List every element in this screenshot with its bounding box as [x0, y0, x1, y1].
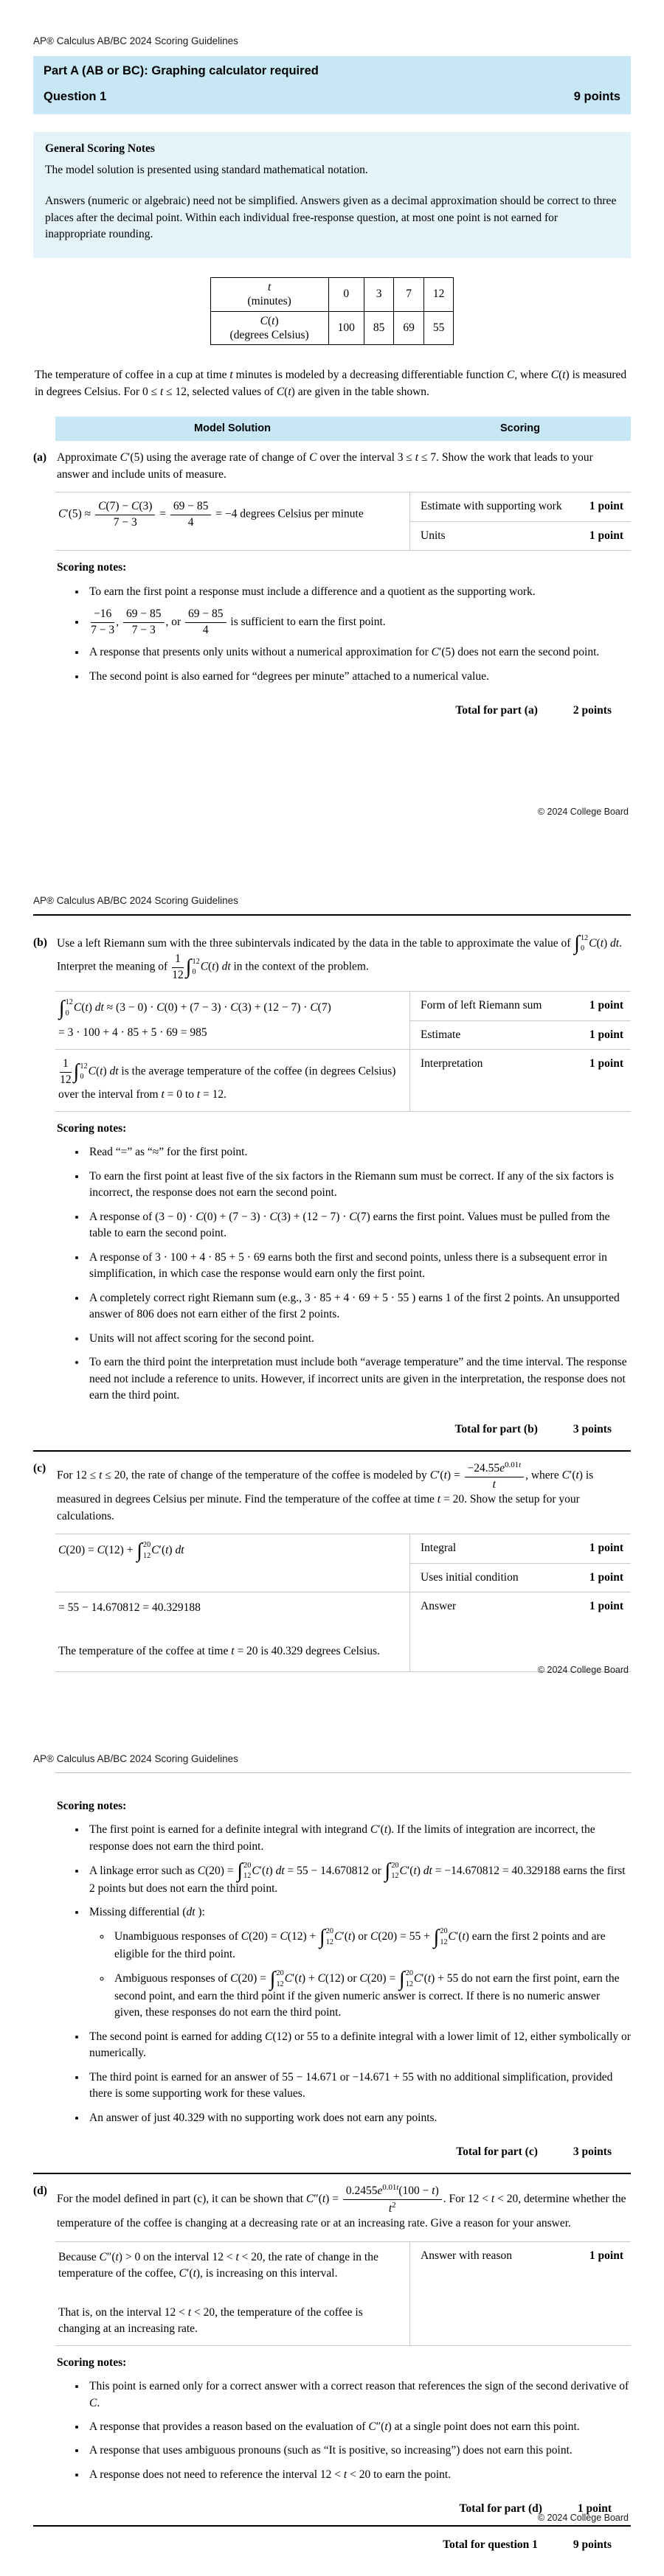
scoring-cell	[409, 992, 631, 1020]
copyright: © 2024 College Board	[537, 1664, 629, 1675]
scoring-note: • Units will not affect scoring for the second point.	[86, 1331, 631, 1347]
table-cell: 55	[423, 311, 454, 345]
general-scoring-notes	[33, 132, 631, 257]
scoring-cell	[409, 2242, 631, 2345]
part-c	[33, 1452, 631, 1672]
part-b-solution-1: ∫ 12 0 C(t) dt ≈ (3 − 0) · C(0) + (7 − 3) · C(3) + (12 − 7) · C(7) = 3 · 100 + 4 · 85 + 5 · 69 = 985	[58, 996, 331, 1039]
part-d-prompt: For the model defined in part (c), it can be shown that C″(t) = $\frac{0.2455e^{0.01t}(100 - t)}{t^2}$ . For 12 < t < 20, determine whether the temperature of the coffee is changing at a decreasing rate or at an increasing rate. Give a reason for your answer.	[57, 2182, 626, 2230]
copyright: © 2024 College Board	[537, 2512, 629, 2523]
page-header: AP® Calculus AB/BC 2024 Scoring Guidelines	[33, 35, 238, 46]
part-d-notes	[55, 2378, 631, 2483]
scoring-points: 1 point	[589, 1542, 623, 1555]
scoring-points: 1 point	[589, 1057, 623, 1071]
row-label	[210, 277, 328, 311]
scoring-note: • A linkage error such as C(20) = ∫ 20 12 C′(t) dt = 55 − 14.670812 or ∫ 20 12 C′(t) dt = −14.670812 = 40.329188 earns the first 2 points but does not earn the third point.	[86, 1862, 631, 1897]
scoring-header: Scoring	[500, 422, 540, 435]
values-table	[210, 277, 454, 346]
general-notes-title: General Scoring Notes	[45, 142, 155, 156]
part-b-prompt: Use a left Riemann sum with the three subintervals indicated by the data in the table to approximate the value of ∫ 12 0 C(t) dt. Interpret the meaning of $\frac{1}{12}$ ∫ 12 0 C(t) dt in the context of the problem.	[57, 931, 622, 981]
part-a-label: (a)	[33, 451, 47, 464]
part-c-solution-grid	[55, 1534, 631, 1672]
total-points: 1 point	[577, 2502, 612, 2516]
question-total	[33, 2527, 631, 2565]
scoring-note: • A response that presents only units without a numerical approximation for C′(5) does not earn the second point.	[86, 644, 631, 661]
table-row	[210, 277, 454, 311]
scoring-points: 1 point	[589, 1600, 623, 1613]
scoring-points: 1 point	[589, 1570, 623, 1584]
scoring-label: Form of left Riemann sum	[421, 999, 542, 1012]
scoring-notes-title: Scoring notes:	[57, 1799, 127, 1812]
scoring-note: • $\frac{-16}{7 - 3}$ , $\frac{69 - 85}{7 - 3}$ , or $\frac{69 - 85}{4}$ is sufficient to earn the first point.	[86, 608, 631, 637]
scoring-cell	[409, 1563, 631, 1592]
question-points: 9 points	[573, 90, 620, 104]
scoring-points: 1 point	[589, 529, 623, 542]
scoring-note: • Read “=” as “≈” for the first point.	[86, 1144, 631, 1160]
part-b-notes	[55, 1144, 631, 1404]
part-c-answer-sentence: The temperature of the coffee at time t = 20 is 40.329 degrees Celsius.	[58, 1644, 380, 1657]
part-d-label: (d)	[33, 2184, 47, 2197]
divider	[33, 914, 631, 916]
scoring-cell	[409, 1049, 631, 1111]
total-label: Total for question 1	[443, 2538, 538, 2551]
page-2	[0, 860, 664, 1718]
scoring-points: 1 point	[589, 999, 623, 1012]
part-b-label: (b)	[33, 936, 47, 949]
total-label: Total for part (c)	[456, 2145, 538, 2159]
scoring-cell	[409, 1534, 631, 1562]
scoring-label: Uses initial condition	[421, 1570, 519, 1584]
part-a-solution: C′(5) ≈ $\frac{C(7) - C(3)}{7 - 3}$ = $\frac{69 - 85}{4}$ = −4 degrees Celsius per minute	[58, 500, 364, 529]
scoring-notes-title: Scoring notes:	[57, 1121, 127, 1135]
question-banner	[33, 56, 631, 115]
scoring-note: • A response that uses ambiguous pronouns (such as “It is positive, so increasing”) does not earn this point.	[86, 2443, 631, 2459]
copyright: © 2024 College Board	[537, 806, 629, 817]
scoring-points: 1 point	[589, 2249, 623, 2262]
scoring-note: • The first point is earned for a definite integral with integrand C′(t). If the limits of integration are incorrect, the response does not earn the third point.	[86, 1822, 631, 1855]
question-number: Question 1	[44, 90, 107, 104]
total-label: Total for part (b)	[454, 1423, 538, 1436]
part-c-notes	[55, 1822, 631, 2126]
part-c-total	[55, 2134, 631, 2172]
scoring-note: • A response of (3 − 0) · C(0) + (7 − 3) · C(3) + (12 − 7) · C(7) earns the first point. Values must be pulled from the table to earn the second point.	[86, 1209, 631, 1242]
scoring-points: 1 point	[589, 1028, 623, 1041]
total-points: 9 points	[573, 2538, 612, 2551]
scoring-note: • The third point is earned for an answer of 55 − 14.671 or −14.671 + 55 with no additional simplification, provided there is some supporting work for these values.	[86, 2069, 631, 2103]
table-cell: 85	[364, 311, 394, 345]
divider	[55, 1772, 631, 1773]
part-b-solution-grid	[55, 991, 631, 1112]
problem-intro: The temperature of coffee in a cup at time t minutes is modeled by a decreasing differentiable function C, where C(t) is measured in degrees Celsius. For 0 ≤ t ≤ 12, selected values of C(t) are given in the table shown.	[35, 369, 627, 398]
scoring-note: • A response of 3 · 100 + 4 · 85 + 5 · 69 earns both the first and second points, unless there is a subsequent error in simplification, in which case the response would earn only the first point.	[86, 1250, 631, 1283]
scoring-label: Estimate	[421, 1028, 461, 1041]
total-label: Total for part (d)	[459, 2502, 542, 2516]
part-a-prompt: Approximate C′(5) using the average rate of change of C over the interval 3 ≤ t ≤ 7. Show the work that leads to your answer and include units of measure.	[57, 451, 593, 481]
table-cell: 100	[328, 311, 364, 345]
part-b-total	[55, 1411, 631, 1449]
page-header: AP® Calculus AB/BC 2024 Scoring Guidelines	[33, 1753, 238, 1764]
part-d	[33, 2174, 631, 2525]
part-d-solution: Because C″(t) > 0 on the interval 12 < t < 20, the rate of change in the temperature of the coffee, C′(t), is increasing on this interval. That is, on the interval 12 < t < 20, the temperature of the coffee is changing at an increasing rate.	[58, 2250, 378, 2336]
scoring-subnote: ◦ Unambiguous responses of C(20) = C(12) + ∫ 20 12 C′(t) or C(20) = 55 + ∫ 20 12 C′(t) earn the first 2 points and are eligible for the third point.	[111, 1928, 631, 1963]
part-b	[33, 926, 631, 1450]
scoring-note: • To earn the first point a response must include a difference and a quotient as the supporting work.	[86, 584, 631, 600]
scoring-note: • To earn the first point at least five of the six factors in the Riemann sum must be correct. If any of the six factors is incorrect, the response does not earn the second point.	[86, 1169, 631, 1202]
scoring-note: • A response that provides a reason based on the evaluation of C″(t) at a single point does not earn this point.	[86, 2419, 631, 2435]
table-cell: 69	[394, 311, 424, 345]
part-b-solution-2: $\frac{1}{12}$ ∫ 12 0 C(t) dt is the average temperature of the coffee (in degrees Celsius) over the interval from t = 0 to t = 12.	[55, 1049, 409, 1111]
scoring-cell	[409, 1020, 631, 1049]
scoring-cell	[409, 1592, 631, 1623]
part-d-solution-grid	[55, 2241, 631, 2346]
variable-C-units: (degrees Celsius)	[229, 328, 309, 341]
part-c-subnotes	[89, 1925, 631, 2022]
table-cell: 12	[423, 277, 454, 311]
scoring-label: Answer	[421, 1600, 457, 1613]
table-cell: 3	[364, 277, 394, 311]
scoring-note: • An answer of just 40.329 with no supporting work does not earn any points.	[86, 2110, 631, 2126]
part-a	[33, 441, 631, 731]
scoring-cell	[409, 521, 631, 550]
table-row	[210, 311, 454, 345]
page-1	[0, 0, 664, 860]
part-c-solution-2: = 55 − 14.670812 = 40.329188	[55, 1592, 409, 1623]
part-c-label: (c)	[33, 1461, 46, 1475]
scoring-note: • This point is earned only for a correct answer with a correct reason that references the sign of the second derivative of C.	[86, 2378, 631, 2412]
scoring-notes-title: Scoring notes:	[57, 2356, 127, 2369]
page-3	[0, 1718, 664, 2576]
model-solution-header: Model Solution	[194, 422, 271, 435]
scoring-notes-title: Scoring notes:	[57, 561, 127, 574]
scoring-note: • A response does not need to reference the interval 12 < t < 20 to earn the point.	[86, 2467, 631, 2483]
scoring-cell	[409, 492, 631, 521]
column-header	[55, 417, 631, 441]
scoring-points: 1 point	[589, 500, 623, 513]
part-a-solution-grid	[55, 492, 631, 551]
scoring-label: Estimate with supporting work	[421, 500, 562, 513]
part-c-prompt: For 12 ≤ t ≤ 20, the rate of change of the temperature of the coffee is modeled by C′(t) = $\frac{-24.55e^{0.01t}}{t}$ , where C′(t) is measured in degrees Celsius per minute. Find the temperature of the coffee at time t = 20. Show the setup for your calculations.	[57, 1460, 594, 1522]
scoring-label: Units	[421, 529, 446, 542]
general-notes-paragraph: Answers (numeric or algebraic) need not be simplified. Answers given as a decimal approximation should be correct to three places after the decimal point. Within each individual free-response question, at most one point is not earned for inappropriate rounding.	[45, 195, 617, 241]
scoring-note: • The second point is earned for adding C(12) or 55 to a definite integral with a lower limit of 12, either symbolically or numerically.	[86, 2029, 631, 2062]
scoring-note: • To earn the third point the interpretation must include both “average temperature” and the time interval. The response need not include a reference to units. However, if incorrect units are given in the interpretation, the response does not earn the third point.	[86, 1354, 631, 1404]
total-points: 2 points	[573, 704, 612, 717]
scoring-label: Interpretation	[421, 1057, 483, 1071]
scoring-note: • The second point is also earned for “degrees per minute” attached to a numerical value.	[86, 669, 631, 685]
scoring-note: • Missing differential (dt ): ◦ Unambiguous responses of C(20) = C(12) + ∫ 20 12 C′(t) or C(20) = 55 + ∫ 20 12 C′(t) earn the first 2 points and are eligible for the third point. ◦ Ambiguous responses of C(20) = ∫ 20 12 C′(t) + C(12) or C(20) = ∫ 20 12 C′(t) + 55 do not earn the first point, earn the second point, and earn the third point if the given numeric answer is correct. If there is no numeric answer given, these responses do not earn the third point.	[86, 1904, 631, 2022]
page-header: AP® Calculus AB/BC 2024 Scoring Guidelines	[33, 895, 238, 906]
scoring-subnote: ◦ Ambiguous responses of C(20) = ∫ 20 12 C′(t) + C(12) or C(20) = ∫ 20 12 C′(t) + 55 do not earn the first point, earn the second point, and earn the third point if the given numeric answer is correct. If there is no numeric answer given, these responses do not earn the third point.	[111, 1970, 631, 2021]
total-label: Total for part (a)	[455, 704, 538, 717]
general-notes-paragraph: The model solution is presented using standard mathematical notation.	[45, 163, 368, 176]
scoring-note: • A completely correct right Riemann sum (e.g., 3 · 85 + 4 · 69 + 5 · 55 ) earns 1 of the first 2 points. An unsupported answer of 806 does not earn either of the first 2 points.	[86, 1290, 631, 1323]
table-cell: 7	[394, 277, 424, 311]
scoring-label: Answer with reason	[421, 2249, 512, 2262]
row-label	[210, 311, 328, 345]
part-c-notes-section	[33, 1780, 631, 2173]
scoring-label: Integral	[421, 1542, 457, 1555]
variable-t: t	[267, 280, 272, 293]
variable-t-units: (minutes)	[247, 295, 291, 308]
part-c-solution-1: C(20) = C(12) + ∫ 20 12 C′(t) dt	[58, 1539, 184, 1562]
part-a-notes	[55, 584, 631, 686]
variable-C: C(t)	[260, 314, 279, 327]
part-a-total	[55, 692, 631, 731]
total-points: 3 points	[573, 2145, 612, 2159]
table-cell: 0	[328, 277, 364, 311]
total-points: 3 points	[573, 1423, 612, 1436]
part-title: Part A (AB or BC): Graphing calculator required	[44, 63, 319, 77]
